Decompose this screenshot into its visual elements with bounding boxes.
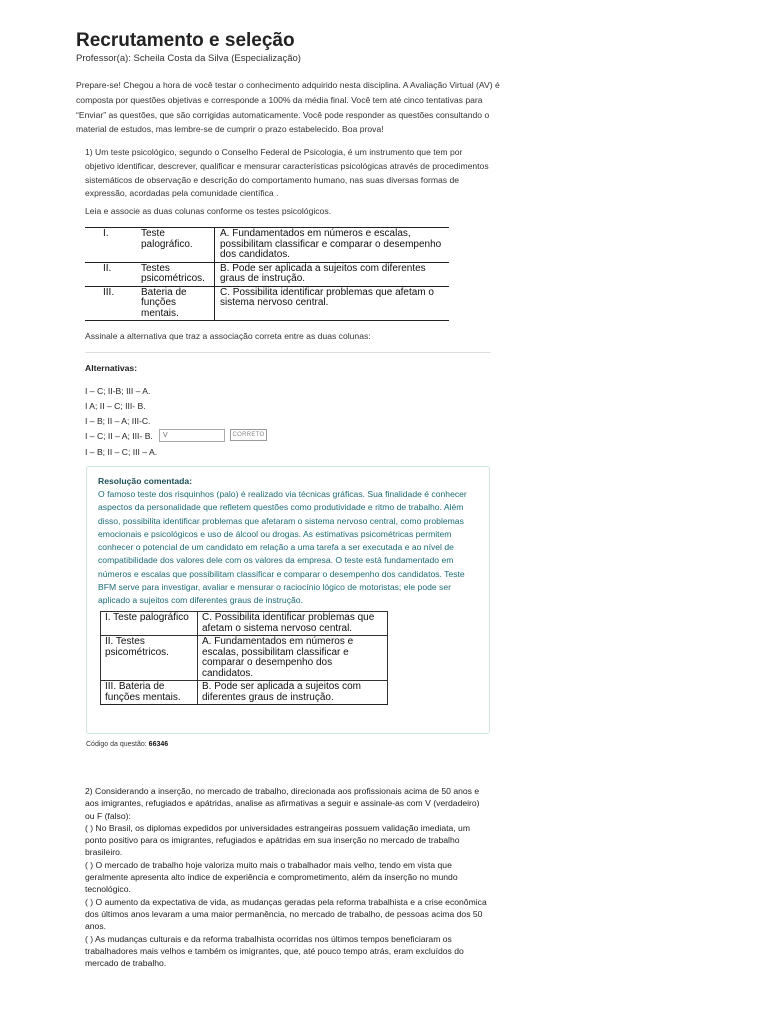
alternative-2[interactable]: I A; II – C; III- B. [85, 401, 146, 411]
table-cell-term: Teste palográfico. [136, 228, 215, 263]
resolution-heading: Resolução comentada: [98, 476, 193, 486]
correct-status-badge: CORRETO [230, 429, 267, 441]
table-row [85, 262, 449, 286]
table-row [101, 612, 388, 636]
table-row [85, 228, 449, 263]
table-cell-desc: C. Possibilita identificar problemas que afetam o sistema nervoso central. [220, 286, 434, 308]
question-code [86, 741, 168, 748]
question-2-item: ( ) O mercado de trabalho hoje valoriza muito mais o trabalhador mais velho, tendo em vista que geralmente apresenta alto índice de experiência e comprometimento, além da inserção no mundo tecnológico. [85, 859, 458, 895]
answer-input[interactable]: V [159, 429, 225, 442]
table-cell-left: I. Teste palográfico [101, 612, 198, 636]
question-2-item: ( ) As mudanças culturais e da reforma trabalhista ocorridas nos últimos tempos beneficiaram os trabalhadores mais velhos e também os imigrantes, que, até pouco tempo atrás, eram excluídos do mercado de trabalho. [85, 933, 464, 969]
table-cell-num: III. [103, 286, 115, 298]
table-cell-desc: A. Fundamentados em números e escalas, possibilitam classificar e comparar o desempenho dos candidatos. [220, 228, 442, 260]
question-code-value: 66346 [148, 741, 169, 748]
table-row [101, 681, 388, 705]
resolution-table [100, 611, 388, 705]
alternative-4[interactable]: I – C; II – A; III- B. [85, 431, 153, 441]
table-cell-left: II. Testes psicométricos. [101, 636, 198, 681]
table-cell-right: B. Pode ser aplicada a sujeitos com diferentes graus de instrução. [198, 681, 388, 705]
alternative-3[interactable]: I – B; II – A; III-C. [85, 416, 151, 426]
question-2-item: ( ) O aumento da expectativa de vida, as mudanças geradas pela reforma trabalhista e a crise econômica dos últimos anos levaram a uma maior permanência, no mercado de trabalho, de pessoas acima dos 50 anos. [85, 896, 487, 932]
question-2-item: ( ) No Brasil, os diplomas expedidos por universidades estrangeiras possuem validação imediata, um ponto positivo para os imigrantes, refugiados e apátridas em sua inserção no mercado de trabalho brasileiro. [85, 822, 470, 858]
table-cell-left: III. Bateria de funções mentais. [101, 681, 198, 705]
alternatives-label: Alternativas: [85, 363, 138, 373]
table-row [85, 286, 449, 321]
table-cell-num: II. [103, 262, 112, 274]
table-cell-term: Bateria de funções mentais. [136, 286, 215, 321]
page-title: Recrutamento e seleção [76, 30, 295, 51]
table-cell-right: A. Fundamentados em números e escalas, possibilitam classificar e comparar o desempenho dos candidatos. [198, 636, 388, 681]
intro-text: Prepare-se! Chegou a hora de você testar o conhecimento adquirido nesta disciplina. A Avaliação Virtual (AV) é composta por questões objetivas e corresponde a 100% da média final. Você tem até cinco tentativas para “Enviar” as questões, que são corrigidas automaticamente. Você pode responder as questões consultando o material de estudos, mas lembre-se de cumprir o prazo estabelecido. Boa prova! [76, 80, 500, 135]
question-1-prompt: Assinale a alternativa que traz a associação correta entre as duas colunas: [85, 331, 371, 341]
divider [85, 352, 491, 353]
table-cell-term: Testes psicométricos. [136, 262, 215, 286]
question-1-instruction: Leia e associe as duas colunas conforme os testes psicológicos. [85, 206, 332, 216]
question-2 [85, 785, 491, 969]
question-code-label: Código da questão: [86, 741, 147, 748]
table-row [101, 636, 388, 681]
alternative-5[interactable]: I – B; II – C; III – A. [85, 447, 158, 457]
table-cell-right: C. Possibilita identificar problemas que afetam o sistema nervoso central. [198, 612, 388, 636]
table-cell-desc: B. Pode ser aplicada a sujeitos com diferentes graus de instrução. [220, 262, 426, 284]
resolution-text: O famoso teste dos risquinhos (palo) é realizado via técnicas gráficas. Sua finalidade é conhecer aspectos da personalidade que refletem questões como produtividade e ritmo de trabalho. Além disso, possibilita identificar problemas que afetaram o sistema nervoso central, como problemas emocionais e psicológicos e uso de álcool ou drogas. As estimativas psicométricas permitem conhecer o potencial de um candidato em relação a uma tarefa a ser executada e ao nível de compatibilidade dos valores dele com os valores da empresa. O teste está fundamentado em números e escalas que possibilitam classificar e comparar o desempenho dos candidatos. Teste BFM serve para investigar, avaliar e mensurar o raciocínio lógico de motoristas; ele pode ser aplicado a sujeitos com diferentes graus de instrução. [98, 489, 467, 606]
table-cell-num: I. [103, 228, 109, 239]
association-table [85, 227, 449, 321]
question-1-text: 1) Um teste psicológico, segundo o Conselho Federal de Psicologia, é um instrumento que tem por objetivo identificar, descrever, qualificar e mensurar características psicológicas através de procedimentos sistemáticos de observação e descrição do comportamento humano, nas suas diversas formas de expressão, acordadas pela comunidade científica . [85, 147, 489, 199]
professor-subtitle: Professor(a): Scheila Costa da Silva (Especialização) [76, 53, 301, 64]
question-2-text: 2) Considerando a inserção, no mercado de trabalho, direcionada aos profissionais acima de 50 anos e aos imigrantes, refugiados e apátridas, analise as afirmativas a seguir e assinale-as com V (verdadeiro) ou F (falso): [85, 786, 480, 821]
alternative-1[interactable]: I – C; II-B; III – A. [85, 386, 151, 396]
